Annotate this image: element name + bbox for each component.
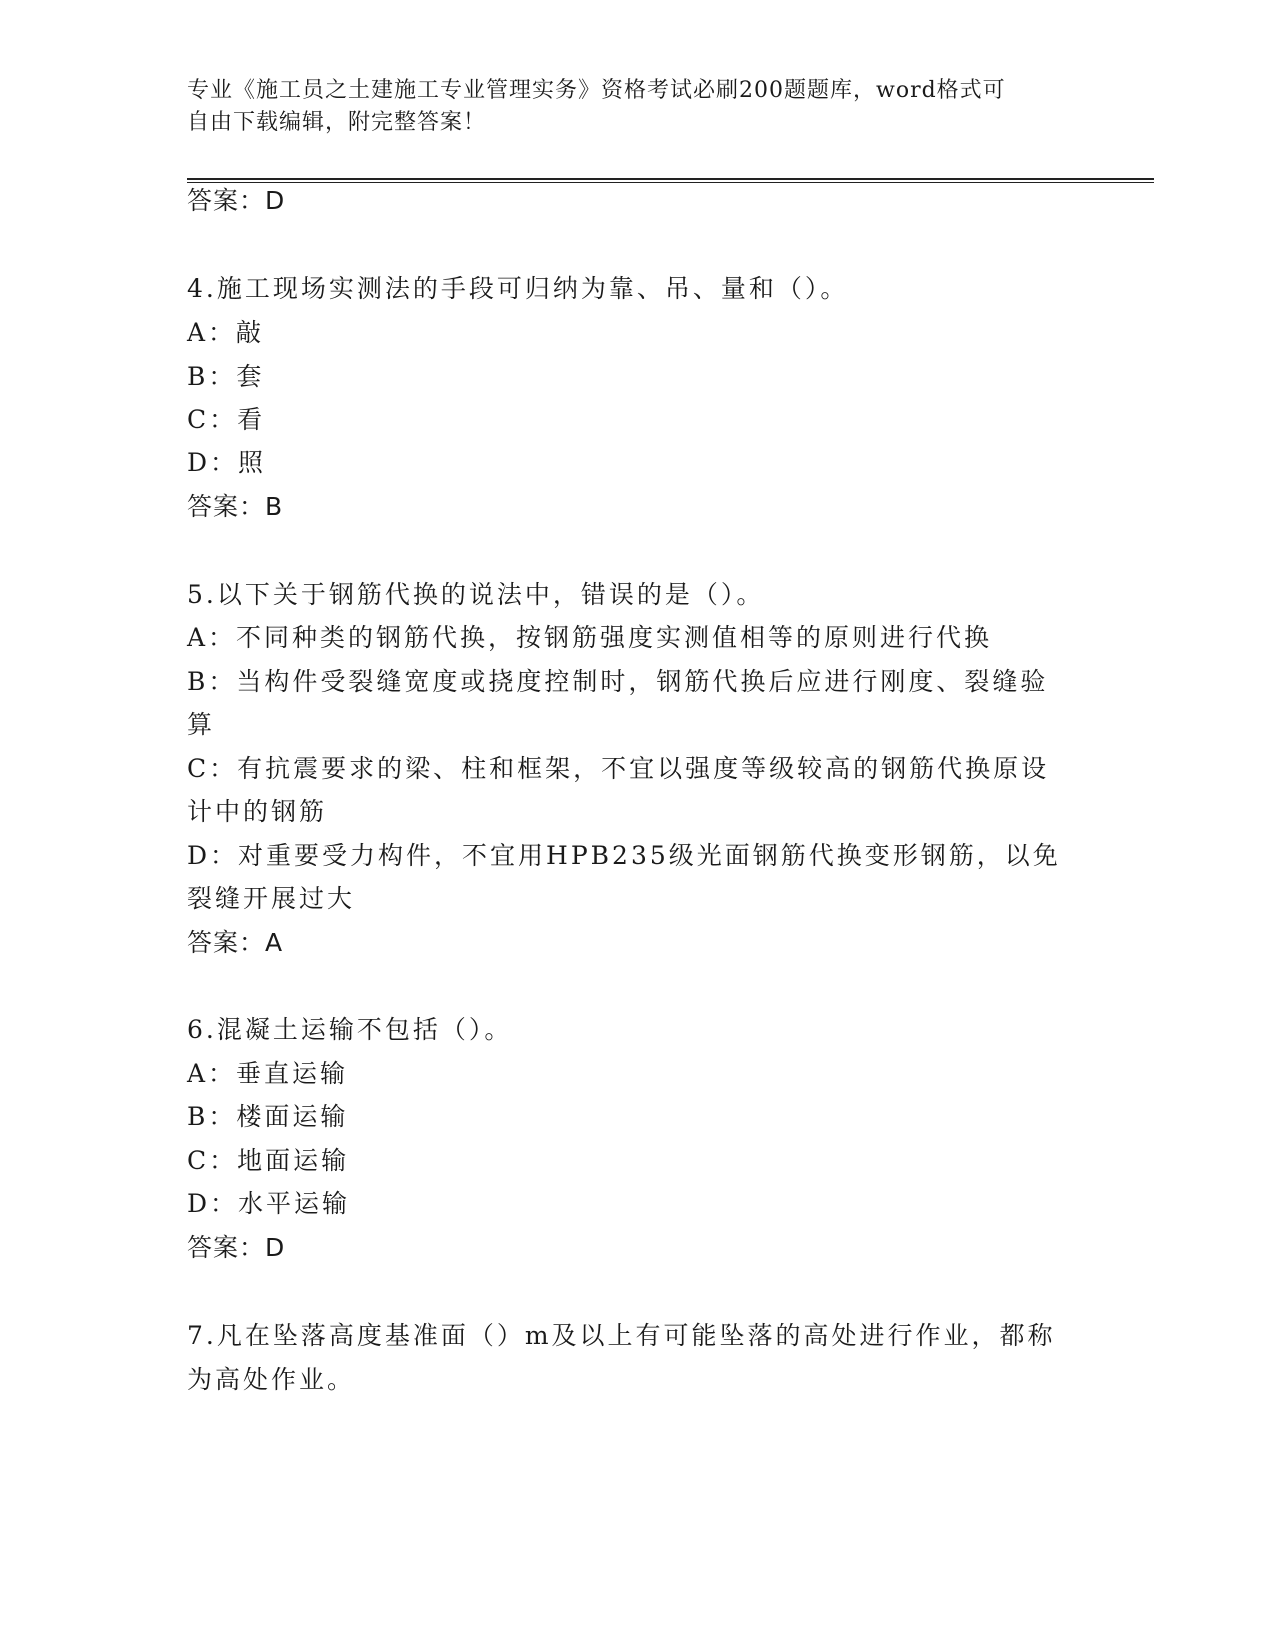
question-5-answer: 答案：A (187, 928, 284, 957)
question-6-option-c: C：地面运输 (187, 1146, 350, 1175)
question-6-answer: 答案：D (187, 1233, 286, 1262)
question-4-answer: 答案：B (187, 492, 284, 521)
question-4-option-c: C：看 (187, 405, 266, 434)
question-6-option-d: D：水平运输 (187, 1189, 351, 1218)
question-6-text: 6.混凝土运输不包括（）。 (187, 1015, 513, 1044)
question-6-option-a: A：垂直运输 (187, 1059, 349, 1088)
question-5-option-b-line-1: B：当构件受裂缝宽度或挠度控制时，钢筋代换后应进行刚度、裂缝验 (187, 667, 1049, 696)
previous-answer: 答案：D (187, 186, 286, 215)
question-5-option-c-line-1: C：有抗震要求的梁、柱和框架，不宜以强度等级较高的钢筋代换原设 (187, 754, 1050, 783)
question-5-option-d-line-2: 裂缝开展过大 (187, 884, 356, 913)
header-divider (187, 178, 1154, 183)
document-header (187, 75, 1087, 139)
question-5-option-b-line-2: 算 (187, 710, 216, 739)
question-5-option-a: A：不同种类的钢筋代换，按钢筋强度实测值相等的原则进行代换 (187, 623, 993, 652)
question-4-option-b: B：套 (187, 362, 265, 391)
question-5-option-d-line-1: D：对重要受力构件，不宜用HPB235级光面钢筋代换变形钢筋，以免 (187, 841, 1061, 870)
header-line-1: 专业《施工员之土建施工专业管理实务》资格考试必刷200题题库，word格式可 (187, 78, 1006, 103)
question-7-text-line-2: 为高处作业。 (187, 1365, 356, 1394)
question-7-text-line-1: 7.凡在坠落高度基准面（）m及以上有可能坠落的高处进行作业，都称 (187, 1321, 1056, 1350)
header-line-2: 自由下载编辑，附完整答案！ (187, 110, 487, 135)
question-5-text: 5.以下关于钢筋代换的说法中，错误的是（）。 (187, 580, 765, 609)
question-4-text: 4.施工现场实测法的手段可归纳为靠、吊、量和（）。 (187, 274, 849, 303)
question-4-option-a: A：敲 (187, 318, 265, 347)
question-4-option-d: D：照 (187, 448, 267, 477)
question-5-option-c-line-2: 计中的钢筋 (187, 797, 328, 826)
question-6-option-b: B：楼面运输 (187, 1102, 349, 1131)
